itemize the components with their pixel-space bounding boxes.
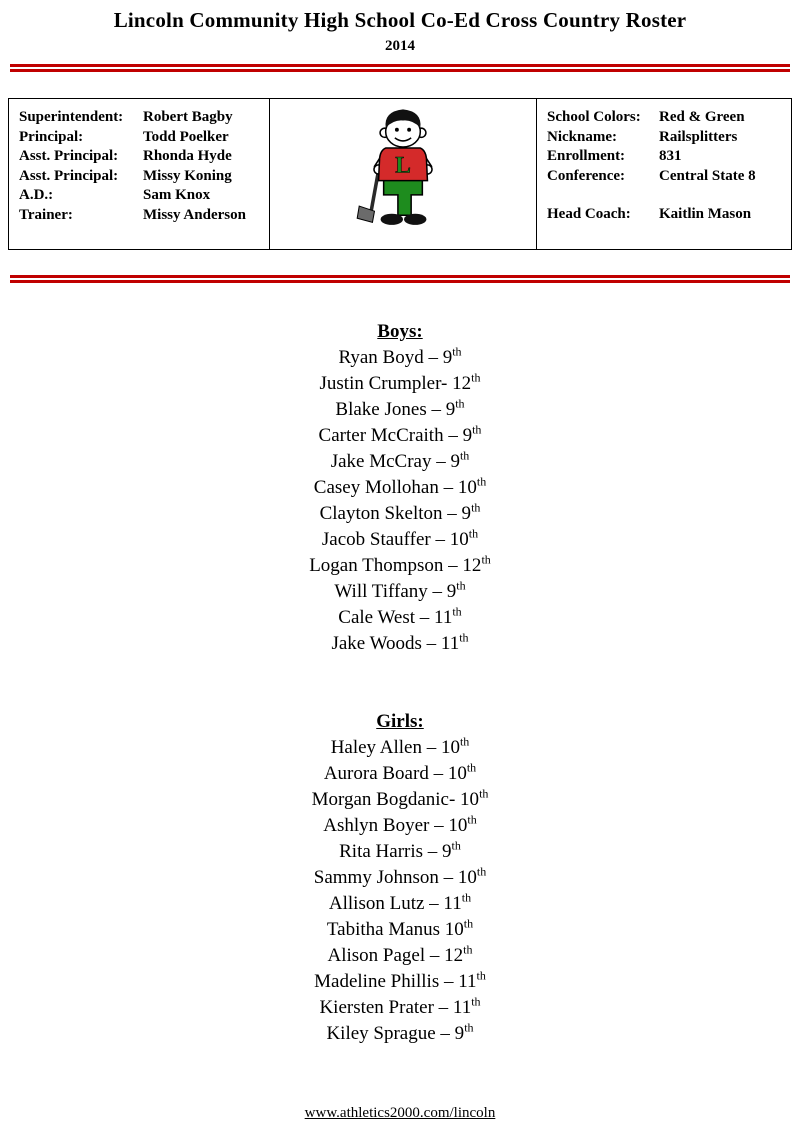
roster-entry: Haley Allen – 10th — [330, 734, 470, 758]
roster-entry: Cale West – 11th — [338, 604, 462, 628]
roster-section — [0, 319, 800, 1047]
roster-entry: Ashlyn Boyer – 10th — [323, 812, 477, 836]
staff-label: Trainer: — [19, 206, 73, 223]
roster-entry: Madeline Phillis – 11th — [314, 968, 486, 992]
roster-entry: Will Tiffany – 9th — [334, 578, 466, 602]
girls-section-heading: Girls: — [376, 711, 424, 732]
boys-section-heading: Boys: — [377, 321, 423, 342]
school-label: Enrollment: — [547, 148, 626, 164]
roster-entry: Blake Jones – 9th — [335, 396, 465, 420]
school-value: Railsplitters — [659, 128, 738, 145]
railsplitter-mascot-icon — [347, 105, 459, 243]
staff-value: Missy Anderson — [143, 206, 246, 223]
school-info-table — [8, 98, 792, 250]
year-subtitle: 2014 — [385, 38, 415, 54]
school-value: Central State 8 — [659, 167, 756, 184]
roster-entry: Rita Harris – 9th — [339, 838, 461, 862]
staff-value: Sam Knox — [143, 187, 211, 203]
school-value: Red & Green — [659, 109, 745, 125]
staff-label: Superintendent: — [19, 109, 124, 125]
staff-label: Asst. Principal: — [19, 167, 119, 184]
roster-entry: Morgan Bogdanic- 10th — [311, 786, 489, 810]
staff-value: Rhonda Hyde — [143, 148, 232, 164]
boys-block — [0, 319, 800, 657]
school-value: 831 — [659, 148, 682, 164]
roster-entry: Casey Mollohan – 10th — [313, 474, 487, 498]
staff-label: A.D.: — [19, 187, 54, 203]
roster-entry: Allison Lutz – 11th — [328, 890, 472, 914]
roster-entry: Justin Crumpler- 12th — [319, 370, 481, 394]
school-row — [547, 147, 781, 167]
footer-link[interactable]: www.athletics2000.com/lincoln — [304, 1105, 496, 1121]
staff-row — [19, 167, 259, 187]
school-info-box — [537, 99, 791, 249]
roster-entry: Kiley Sprague – 9th — [326, 1020, 474, 1044]
girls-block — [0, 709, 800, 1047]
staff-row — [19, 128, 259, 148]
roster-entry: Kiersten Prater – 11th — [319, 994, 481, 1018]
roster-entry: Jacob Stauffer – 10th — [321, 526, 479, 550]
roster-entry: Sammy Johnson – 10th — [313, 864, 487, 888]
roster-entry: Aurora Board – 10th — [323, 760, 477, 784]
school-row — [547, 167, 781, 187]
svg-text:L: L — [395, 152, 411, 179]
roster-entry: Clayton Skelton – 9th — [319, 500, 481, 524]
school-row — [547, 108, 781, 128]
staff-value: Robert Bagby — [143, 109, 233, 125]
school-label: School Colors: — [547, 109, 641, 125]
staff-value: Todd Poelker — [143, 128, 229, 145]
red-divider-rule-bottom — [10, 275, 790, 283]
staff-label: Principal: — [19, 128, 84, 145]
staff-row — [19, 206, 259, 226]
staff-label: Asst. Principal: — [19, 148, 119, 164]
mascot-cell — [269, 99, 537, 249]
staff-value: Missy Koning — [143, 167, 232, 184]
school-label: Nickname: — [547, 128, 617, 145]
page-title: Lincoln Community High School Co-Ed Cross Country Roster — [113, 8, 687, 32]
roster-entry: Logan Thompson – 12th — [309, 552, 491, 576]
school-label: Head Coach: — [547, 206, 631, 222]
school-value: Kaitlin Mason — [659, 206, 752, 222]
staff-row — [19, 147, 259, 167]
roster-entry: Carter McCraith – 9th — [318, 422, 482, 446]
school-label: Conference: — [547, 167, 626, 184]
staff-row — [19, 108, 259, 128]
staff-row — [19, 186, 259, 206]
roster-entry: Tabitha Manus 10th — [326, 916, 474, 940]
roster-entry: Jake Woods – 11th — [331, 630, 469, 654]
roster-entry: Alison Pagel – 12th — [327, 942, 473, 966]
staff-info-box — [9, 99, 269, 249]
red-divider-rule-top — [10, 64, 790, 72]
roster-entry: Ryan Boyd – 9th — [338, 344, 462, 368]
school-row-head-coach — [547, 205, 781, 225]
roster-entry: Jake McCray – 9th — [330, 448, 470, 472]
page-footer — [0, 1105, 800, 1122]
school-row — [547, 128, 781, 148]
